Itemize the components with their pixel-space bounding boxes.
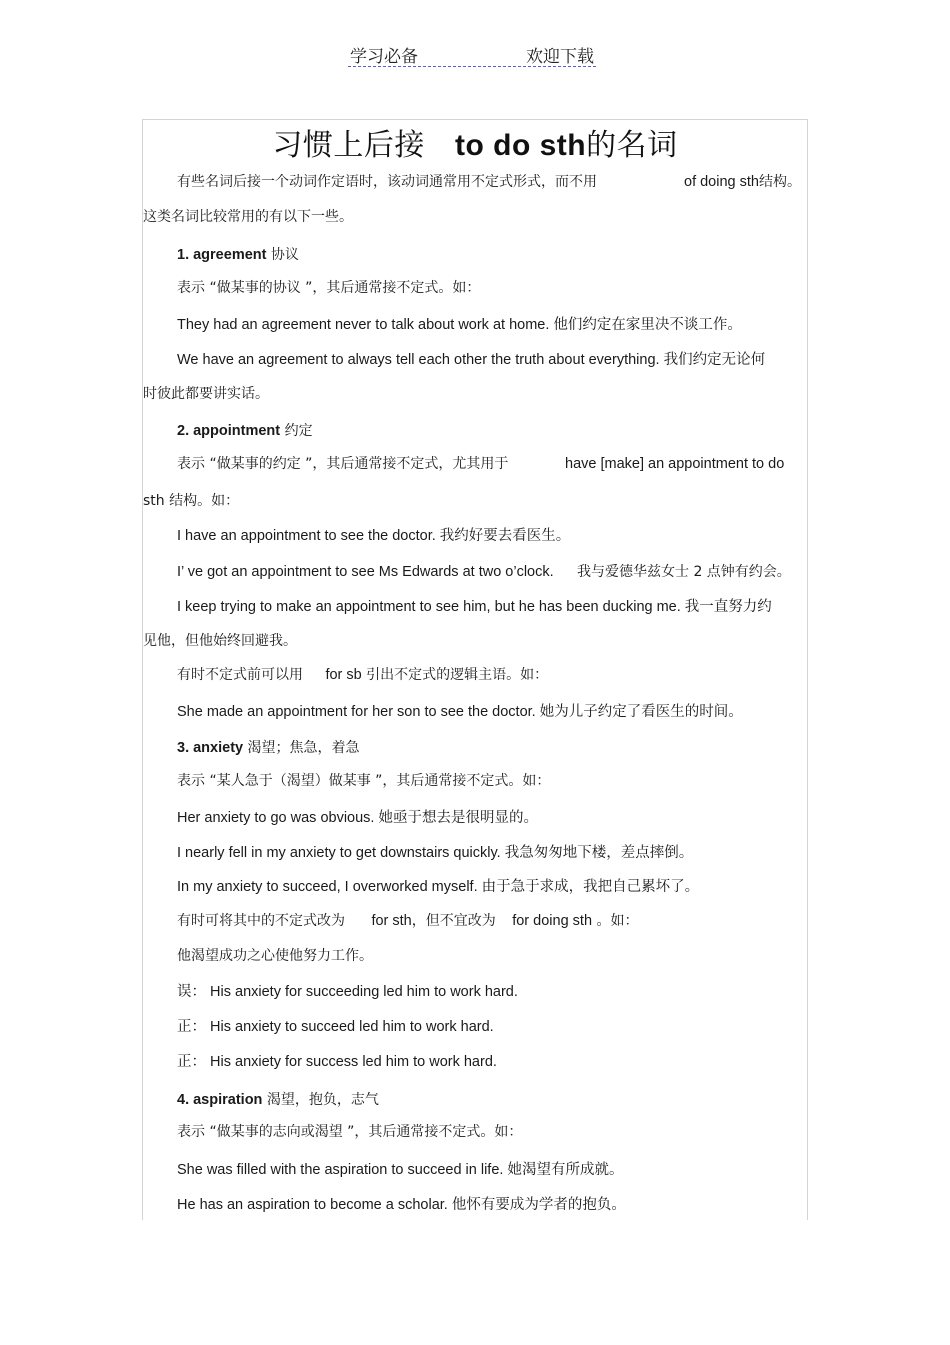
section-3-term: 3. anxiety [177, 740, 244, 756]
section-3-note-text: 有时可将其中的不定式改为 [177, 913, 345, 929]
intro-line-1-en [684, 172, 801, 192]
section-4-example-1: She was filled with the aspiration to succeed in life. 她渴望有所成就。 [177, 1162, 624, 1178]
section-4-desc: 表示 “做某事的志向或渴望 ”，其后通常接不定式。如： [177, 1124, 523, 1140]
section-3-right-2: 正： His anxiety for success led him to work hard. [177, 1054, 497, 1070]
section-4-term: 4. aspiration [177, 1092, 263, 1108]
section-1-example-2-cont: 时彼此都要讲实话。 [143, 386, 269, 402]
intro-text: 有些名词后接一个动词作定语时，该动词通常用不定式形式，而不用 [177, 174, 597, 190]
section-2-note-end: 引出不定式的逻辑主语。如： [366, 667, 549, 683]
document-title [0, 120, 950, 164]
section-2-note-text: 有时不定式前可以用 [177, 667, 303, 683]
section-2-example-2-zh: 我与爱德华兹女士 2 点钟有约会。 [577, 564, 791, 580]
title-zh-part1: 习惯上后接 [272, 128, 425, 163]
section-4-example-2: He has an aspiration to become a scholar. 他怀有要成为学者的抱负。 [177, 1197, 626, 1213]
header-right-text: 欢迎下载 [526, 47, 594, 67]
section-3-note-en-1: for sth [371, 913, 412, 929]
section-3-wrong: 误： His anxiety for succeeding led him to work hard. [177, 984, 518, 1000]
section-3-right-1: 正： His anxiety to succeed led him to work hard. [177, 1019, 494, 1035]
header-left-text: 学习必备 [350, 47, 418, 67]
section-3-note [177, 911, 638, 931]
section-2-desc: 表示 “做某事的约定 ”，其后通常接不定式，尤其用于 [177, 456, 509, 472]
section-1-desc: 表示 “做某事的协议 ”，其后通常接不定式。如： [177, 280, 481, 296]
section-1-heading [177, 245, 299, 265]
section-3-desc: 表示 “某人急于（渴望）做某事 ”，其后通常接不定式。如： [177, 773, 551, 789]
section-2-desc-cont: sth 结构。如： [143, 493, 240, 509]
section-4-heading [177, 1090, 379, 1110]
section-3-meaning: 渴望；焦急，着急 [247, 740, 360, 756]
section-2-note [177, 665, 548, 685]
section-3-zh-sentence: 他渴望成功之心使他努力工作。 [177, 948, 373, 964]
section-2-term: 2. appointment [177, 423, 281, 439]
section-2-example-3: I keep trying to make an appointment to see him, but he has been ducking me. 我一直努力约 [177, 599, 772, 615]
section-3-example-3: In my anxiety to succeed, I overworked myself. 由于急于求成，我把自己累坏了。 [177, 879, 700, 895]
intro-en-text: of doing sth [684, 174, 759, 190]
section-1-example-2: We have an agreement to always tell each other the truth about everything. 我们约定无论何 [177, 352, 766, 368]
section-1-meaning: 协议 [270, 247, 299, 263]
section-2-example-4: She made an appointment for her son to see the doctor. 她为儿子约定了看医生的时间。 [177, 704, 743, 720]
section-3-example-1: Her anxiety to go was obvious. 她亟于想去是很明显的。 [177, 810, 538, 826]
section-2-example-1: I have an appointment to see the doctor. 我约好要去看医生。 [177, 528, 571, 544]
section-3-note-en-2: for doing sth [512, 913, 593, 929]
section-2-note-en: for sb [325, 667, 362, 683]
intro-end-text: 结构。 [758, 174, 801, 190]
page-header [348, 40, 596, 67]
section-2-meaning: 约定 [284, 423, 313, 439]
section-3-heading [177, 738, 360, 758]
section-2-desc-en: have [make] an appointment to do [565, 456, 785, 472]
section-2-example-3-cont: 见他，但他始终回避我。 [143, 633, 297, 649]
section-2-example-2: I’ ve got an appointment to see Ms Edwards at two o’clock. [177, 564, 554, 580]
section-3-example-2: I nearly fell in my anxiety to get downstairs quickly. 我急匆匆地下楼，差点摔倒。 [177, 845, 694, 861]
section-1-term: 1. agreement [177, 247, 267, 263]
section-1-example-1: They had an agreement never to talk about work at home. 他们约定在家里决不谈工作。 [177, 317, 742, 333]
intro-line-2: 这类名词比较常用的有以下一些。 [143, 209, 353, 225]
title-zh-part2: 的名词 [586, 128, 678, 163]
title-en-part: to do sth [454, 129, 587, 162]
section-4-meaning: 渴望，抱负，志气 [266, 1092, 379, 1108]
section-2-heading [177, 421, 313, 441]
section-3-note-end: 。如： [596, 913, 639, 929]
intro-line-1 [177, 172, 597, 192]
section-3-note-mid: ，但不宜改为 [411, 913, 496, 929]
